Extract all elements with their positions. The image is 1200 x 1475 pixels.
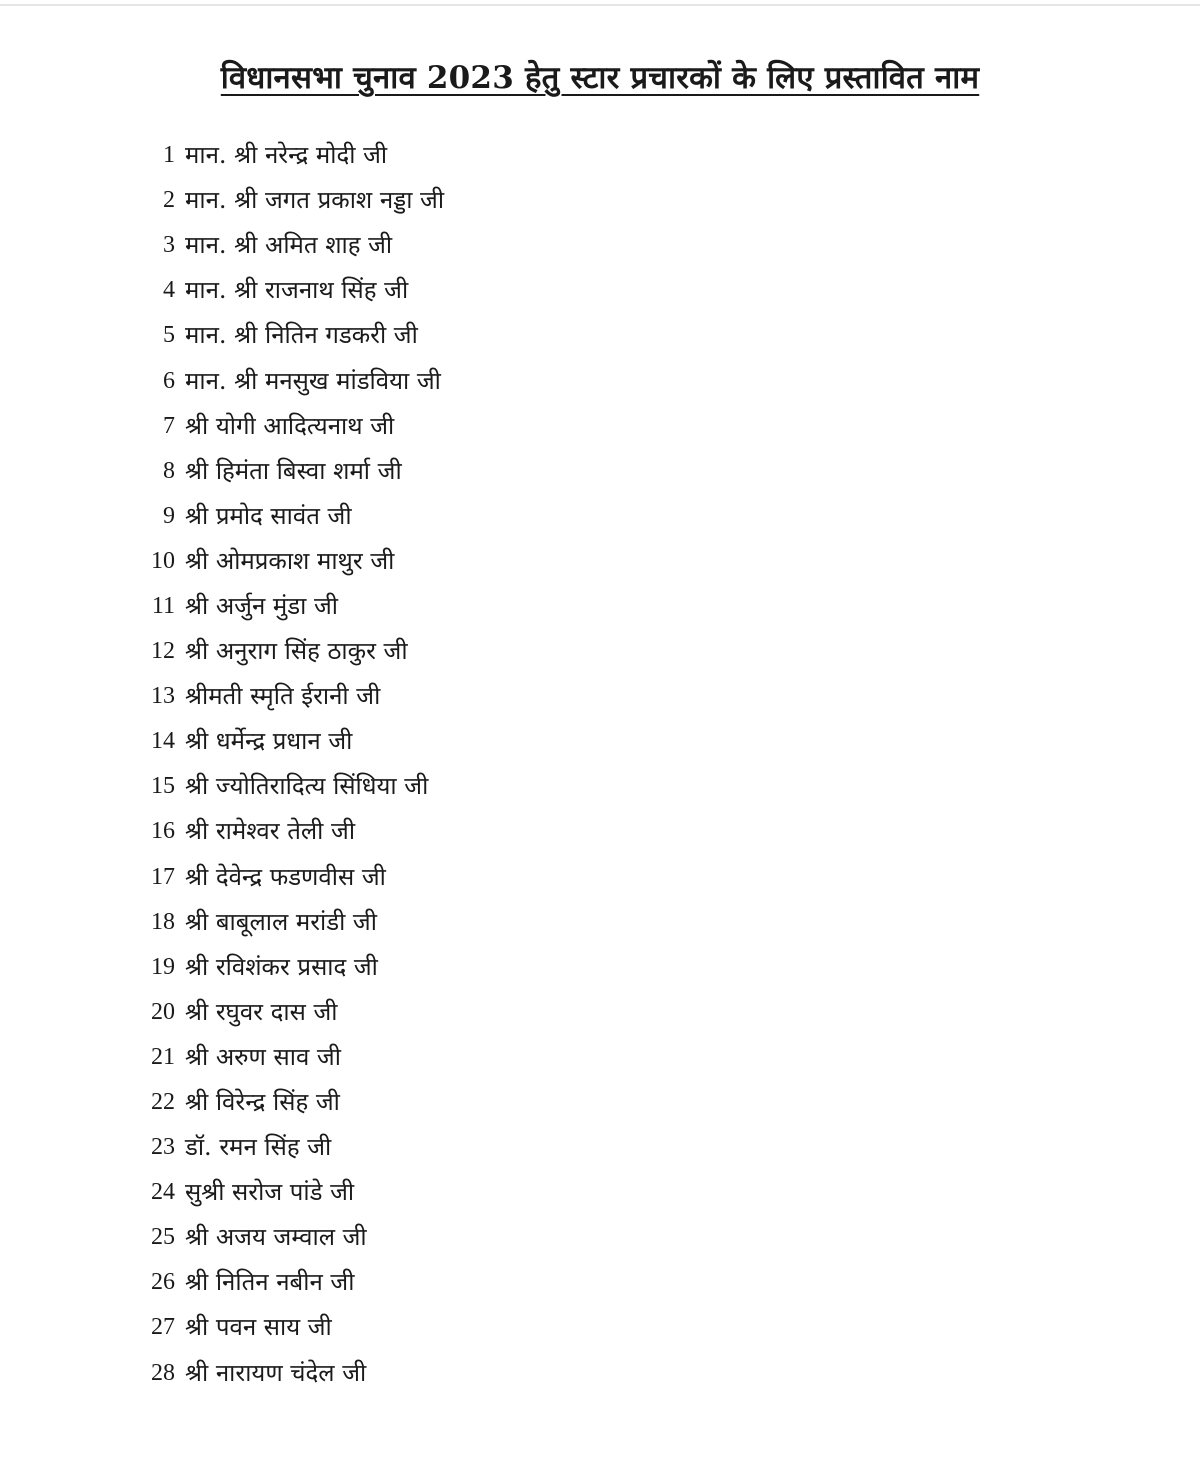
list-item	[140, 855, 444, 900]
list-item-number: 16	[151, 818, 175, 845]
list-item	[140, 584, 444, 629]
list-item-number: 18	[151, 908, 175, 935]
list-item	[140, 1351, 444, 1396]
list-item-number: 27	[151, 1314, 175, 1341]
list-item	[140, 494, 444, 539]
list-item	[140, 268, 444, 313]
list-item	[140, 1170, 444, 1215]
list-item	[140, 1260, 444, 1305]
list-item-number: 21	[151, 1043, 175, 1070]
list-item-name: श्री प्रमोद सावंत जी	[185, 501, 352, 530]
list-item-name: मान. श्री नितिन गडकरी जी	[185, 321, 418, 350]
list-item-name: श्री अनुराग सिंह ठाकुर जी	[185, 637, 408, 666]
list-item-name: श्री नारायण चंदेल जी	[185, 1358, 367, 1387]
list-item-number: 17	[151, 863, 175, 890]
list-item	[140, 449, 444, 494]
list-item-number: 1	[163, 142, 175, 169]
list-item-name: मान. श्री नरेन्द्र मोदी जी	[185, 141, 388, 170]
list-item-number: 5	[163, 322, 175, 349]
list-item-number: 9	[163, 502, 175, 529]
list-item-name: श्री पवन साय जी	[185, 1313, 332, 1342]
document-title	[0, 56, 1200, 100]
list-item-number: 4	[163, 277, 175, 304]
list-item-number: 22	[151, 1089, 175, 1116]
list-item-number: 26	[151, 1269, 175, 1296]
list-item	[140, 990, 444, 1035]
list-item-number: 7	[163, 412, 175, 439]
list-item	[140, 1125, 444, 1170]
list-item-number: 13	[151, 683, 175, 710]
list-item-name: श्री योगी आदित्यनाथ जी	[185, 411, 395, 440]
list-item-name: मान. श्री राजनाथ सिंह जी	[185, 276, 409, 305]
list-item-name: श्री अजय जम्वाल जी	[185, 1223, 367, 1252]
list-item-number: 11	[151, 592, 175, 619]
star-campaigner-list	[140, 133, 444, 1396]
list-item-number: 20	[151, 998, 175, 1025]
list-item-name: श्री नितिन नबीन जी	[185, 1268, 355, 1297]
list-item-number: 28	[151, 1359, 175, 1386]
document-title-text: विधानसभा चुनाव 2023 हेतु स्टार प्रचारकों के लिए प्रस्तावित नाम	[220, 60, 980, 96]
list-item	[140, 900, 444, 945]
list-item-name: श्रीमती स्मृति ईरानी जी	[185, 682, 381, 711]
list-item	[140, 133, 444, 178]
list-item	[140, 719, 444, 764]
list-item-name: मान. श्री मनसुख मांडविया जी	[185, 366, 441, 395]
list-item-name: डॉ. रमन सिंह जी	[185, 1133, 332, 1162]
list-item-name: श्री धर्मेन्द्र प्रधान जी	[185, 727, 353, 756]
list-item-number: 24	[151, 1179, 175, 1206]
list-item-name: सुश्री सरोज पांडे जी	[185, 1178, 355, 1207]
list-item-name: श्री हिमंता बिस्वा शर्मा जी	[185, 456, 402, 485]
list-item-number: 15	[151, 773, 175, 800]
list-item	[140, 1035, 444, 1080]
list-item-name: मान. श्री अमित शाह जी	[185, 231, 393, 260]
list-item	[140, 1080, 444, 1125]
list-item	[140, 764, 444, 809]
list-item-name: श्री बाबूलाल मरांडी जी	[185, 907, 377, 936]
list-item	[140, 178, 444, 223]
list-item-name: श्री ओमप्रकाश माथुर जी	[185, 546, 395, 575]
list-item	[140, 629, 444, 674]
list-item	[140, 223, 444, 268]
list-item-number: 2	[163, 187, 175, 214]
list-item-name: श्री देवेन्द्र फडणवीस जी	[185, 862, 386, 891]
list-item-name: श्री विरेन्द्र सिंह जी	[185, 1088, 340, 1117]
list-item-name: श्री रघुवर दास जी	[185, 997, 338, 1026]
list-item-name: श्री अर्जुन मुंडा जी	[185, 591, 338, 620]
list-item	[140, 809, 444, 854]
list-item-number: 10	[151, 547, 175, 574]
list-item	[140, 1305, 444, 1350]
list-item-number: 3	[163, 232, 175, 259]
list-item-number: 14	[151, 728, 175, 755]
list-item	[140, 674, 444, 719]
list-item	[140, 539, 444, 584]
top-divider	[0, 4, 1200, 6]
list-item	[140, 1215, 444, 1260]
list-item-name: श्री रामेश्वर तेली जी	[185, 817, 356, 846]
list-item-number: 6	[163, 367, 175, 394]
list-item	[140, 945, 444, 990]
list-item-number: 12	[151, 638, 175, 665]
list-item	[140, 358, 444, 403]
list-item-name: मान. श्री जगत प्रकाश नड्डा जी	[185, 186, 445, 215]
list-item-name: श्री रविशंकर प्रसाद जी	[185, 952, 378, 981]
list-item-number: 19	[151, 953, 175, 980]
list-item-number: 23	[151, 1134, 175, 1161]
list-item	[140, 404, 444, 449]
list-item	[140, 313, 444, 358]
list-item-number: 25	[151, 1224, 175, 1251]
list-item-number: 8	[163, 457, 175, 484]
list-item-name: श्री अरुण साव जी	[185, 1042, 341, 1071]
list-item-name: श्री ज्योतिरादित्य सिंधिया जी	[185, 772, 429, 801]
